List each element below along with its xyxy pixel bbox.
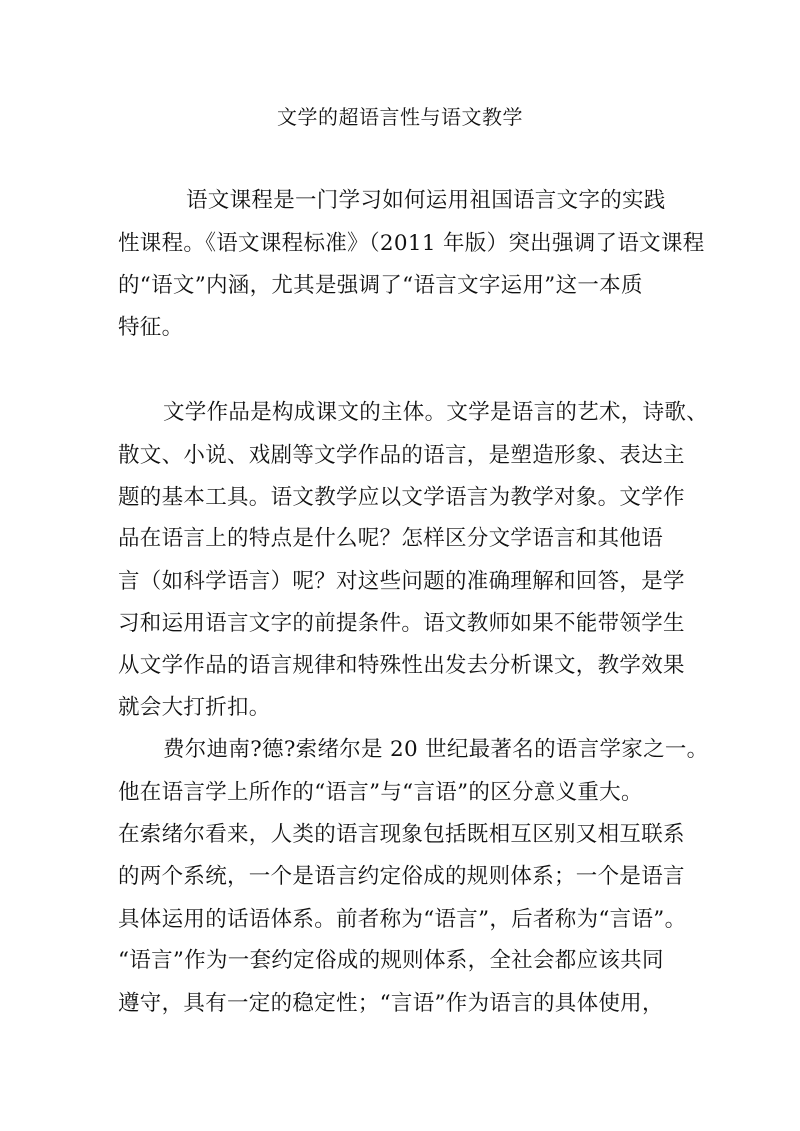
paragraph-2-line-5: 言（如科学语言）呢？对这些问题的准确理解和回答，是学	[118, 569, 685, 594]
paragraph-1-line-3: 的“语文”内涵，尤其是强调了“语言文字运用”这一本质	[118, 273, 643, 298]
paragraph-2-line-7: 从文学作品的语言规律和特殊性出发去分析课文，教学效果	[118, 653, 685, 678]
paragraph-3-line-5: 具体运用的话语体系。前者称为“语言”，后者称为“言语”。	[118, 907, 687, 932]
document-title: 文学的超语言性与语文教学	[277, 105, 523, 129]
paragraph-2-line-6: 习和运用语言文字的前提条件。语文教师如果不能带领学生	[118, 611, 685, 636]
paragraph-2-line-8: 就会大打折扣。	[118, 695, 271, 720]
paragraph-1-line-2: 性课程。《语文课程标准》（2011 年版）突出强调了语文课程	[118, 231, 705, 256]
paragraph-2-line-1: 文学作品是构成课文的主体。文学是语言的艺术，诗歌、	[163, 400, 709, 425]
paragraph-2-line-3: 题的基本工具。语文教学应以文学语言为教学对象。文学作	[118, 485, 685, 510]
paragraph-2-line-2: 散文、小说、戏剧等文学作品的语言，是塑造形象、表达主	[118, 443, 685, 468]
paragraph-3-line-3: 在索绪尔看来，人类的语言现象包括既相互区别又相互联系	[118, 822, 685, 847]
paragraph-3-line-4: 的两个系统，一个是语言约定俗成的规则体系；一个是语言	[118, 864, 685, 889]
paragraph-3-line-2: 他在语言学上所作的“语言”与“言语”的区分意义重大。	[118, 780, 643, 805]
paragraph-3-line-6: “语言”作为一套约定俗成的规则体系，全社会都应该共同	[118, 948, 664, 973]
paragraph-2-line-4: 品在语言上的特点是什么呢？怎样区分文学语言和其他语	[118, 526, 664, 551]
paragraph-1-line-4: 特征。	[118, 315, 184, 340]
paragraph-3-line-7: 遵守，具有一定的稳定性；“言语”作为语言的具体使用，	[118, 991, 664, 1016]
paragraph-1-line-1: 语文课程是一门学习如何运用祖国语言文字的实践	[186, 188, 666, 213]
paragraph-3-line-1: 费尔迪南?德?索绪尔是 20 世纪最著名的语言学家之一。	[163, 737, 709, 762]
